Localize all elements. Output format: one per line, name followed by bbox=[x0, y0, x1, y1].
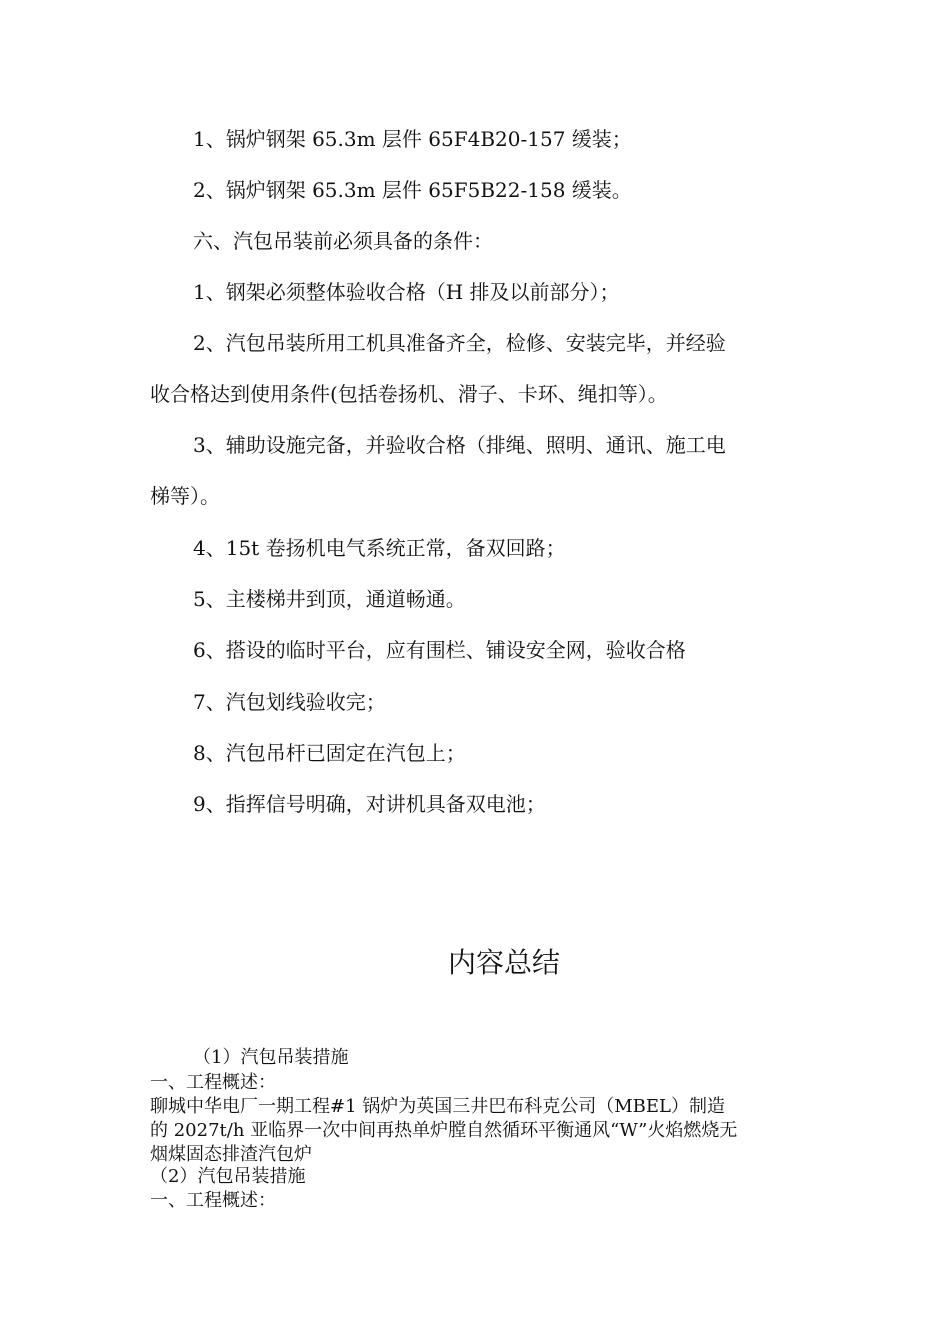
condition-item-8: 8、汽包吊杆已固定在汽包上； bbox=[193, 741, 466, 765]
condition-item-3-continued: 梯等）。 bbox=[150, 484, 220, 508]
summary-line-7: 一、工程概述： bbox=[150, 1190, 276, 1211]
section-heading-six: 六、汽包吊装前必须具备的条件： bbox=[193, 229, 493, 253]
condition-item-2: 2、汽包吊装所用工机具准备齐全，检修、安装完毕，并经验 bbox=[193, 331, 726, 355]
condition-item-4: 4、15t 卷扬机电气系统正常，备双回路； bbox=[193, 536, 566, 560]
condition-item-6: 6、搭设的临时平台，应有围栏、铺设安全网，验收合格 bbox=[193, 638, 686, 662]
condition-item-3: 3、辅助设施完备，并验收合格（排绳、照明、通讯、施工电 bbox=[193, 433, 726, 457]
body-line-1: 1、锅炉钢架 65.3m 层件 65F4B20-157 缓装； bbox=[193, 127, 632, 151]
summary-line-4: 的 2027t/h 亚临界一次中间再热单炉膛自然循环平衡通风“W”火焰燃烧无 bbox=[150, 1120, 738, 1141]
condition-item-7: 7、汽包划线验收完； bbox=[193, 690, 386, 714]
summary-line-3: 聊城中华电厂一期工程#1 锅炉为英国三井巴布科克公司（MBEL）制造 bbox=[150, 1096, 726, 1117]
condition-item-1: 1、钢架必须整体验收合格（H 排及以前部分）； bbox=[193, 280, 620, 304]
summary-line-5: 烟煤固态排渣汽包炉 bbox=[150, 1144, 312, 1165]
condition-item-2-continued: 收合格达到使用条件(包括卷扬机、滑子、卡环、绳扣等）。 bbox=[150, 382, 668, 406]
condition-item-9: 9、指挥信号明确，对讲机具备双电池； bbox=[193, 792, 546, 816]
condition-item-5: 5、主楼梯井到顶，通道畅通。 bbox=[193, 587, 466, 611]
summary-line-2: 一、工程概述： bbox=[150, 1072, 276, 1093]
summary-line-6: （2）汽包吊装措施 bbox=[150, 1166, 306, 1187]
summary-line-1: （1）汽包吊装措施 bbox=[193, 1047, 349, 1068]
body-line-2: 2、锅炉钢架 65.3m 层件 65F5B22-158 缓装。 bbox=[193, 178, 632, 202]
summary-title: 内容总结 bbox=[447, 946, 560, 979]
